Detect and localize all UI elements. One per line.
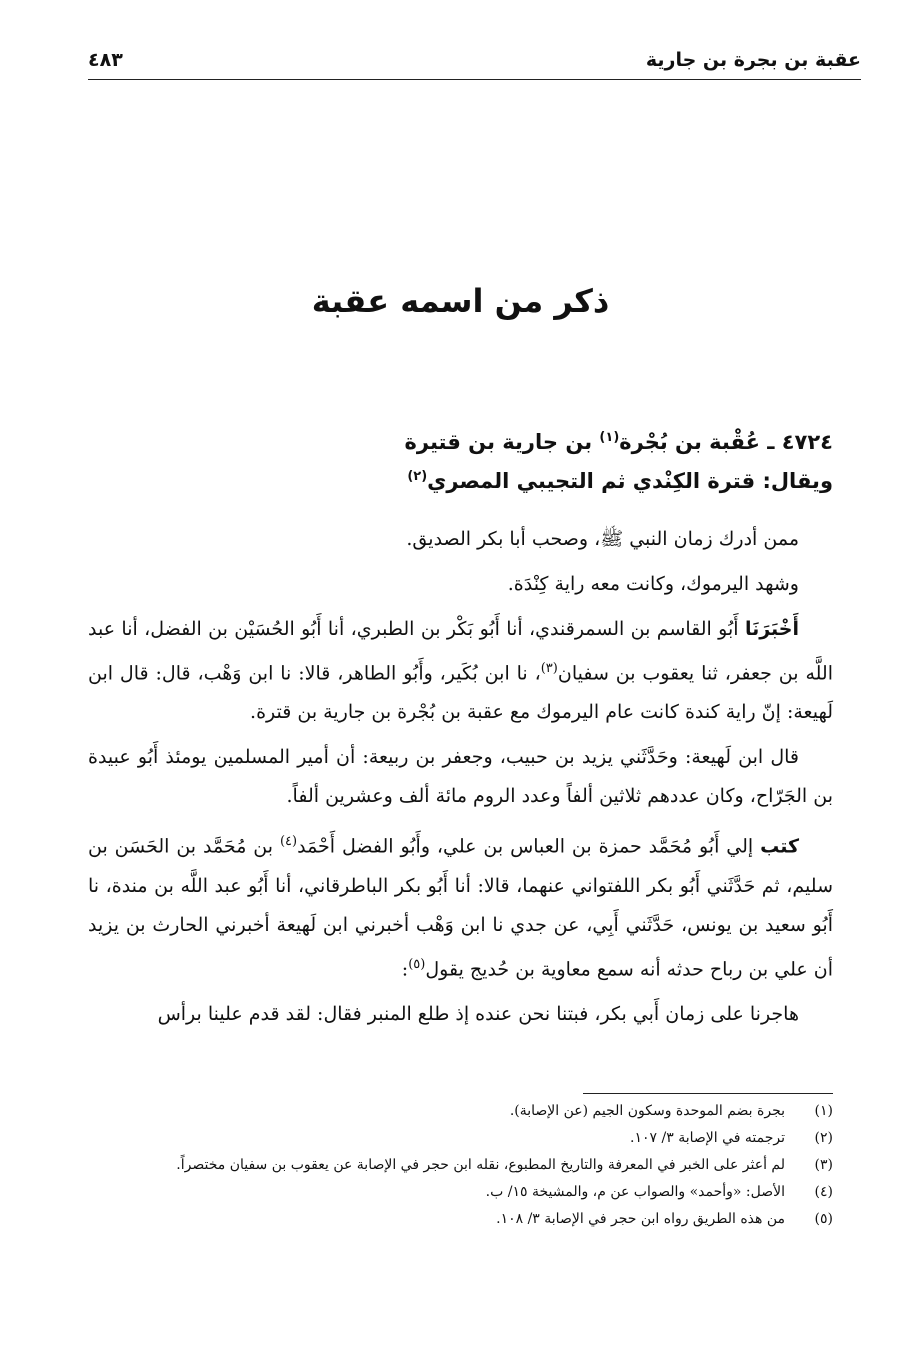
footnote-text: لم أعثر على الخبر في المعرفة والتاريخ المطبوع، نقله ابن حجر في الإصابة عن يعقوب بن سفيان مختصراً. [176,1157,785,1173]
footnote-ref-5: (٥) [408,956,426,972]
footnote-text: من هذه الطريق رواه ابن حجر في الإصابة ٣/ ١٠٨. [496,1211,785,1227]
running-title: عقبة بن بجرة بن جارية [645,49,861,71]
paragraph-3-text-a: أَبُو القاسم بن السمرقندي، أنا أَبُو بَكْر بن الطبري، أنا أَبُو الحُسَيْن بن الفضل، أنا عبد اللَّه بن جعفر، ثنا يعقوب بن سفيان [88,618,833,685]
footnote-2 [88,1125,833,1152]
footnote-number: (٥) [814,1211,833,1227]
paragraph-5-lead: كتب [760,835,799,858]
footnote-number: (١) [814,1103,833,1119]
paragraph-5-text-c: : [401,957,409,980]
paragraph-2: وشهد اليرموك، وكانت معه راية كِنْدَة. [507,573,799,595]
footnote-number: (٤) [814,1184,833,1200]
footnote-rule [583,1093,833,1094]
body-text [88,520,833,1040]
paragraph-1: ممن أدرك زمان النبي ﷺ، وصحب أبا بكر الصديق. [406,528,799,550]
entry-name-cont: بن جارية بن قتيرة [404,430,600,454]
footnote-1 [88,1098,833,1125]
paragraph-6: هاجرنا على زمان أَبي بكر، فبتنا نحن عنده إذ طلع المنبر فقال: لقد قدم علينا برأس [157,1002,799,1025]
entry-name: ٤٧٢٤ ـ عُقْبة بن بُجْرة [619,430,833,454]
footnote-number: (٢) [814,1130,833,1146]
footnote-text: بجرة بضم الموحدة وسكون الجيم (عن الإصابة). [509,1103,785,1119]
running-header [88,42,861,78]
footnote-ref-3: (٣) [540,661,558,676]
entry-alt-name: ويقال: قترة الكِنْدي ثم التجيبي المصري [427,469,833,493]
footnote-text: الأصل: «وأحمد» والصواب عن م، والمشيخة ١٥/ ب. [485,1184,785,1200]
paragraph-3-lead: أَخْبَرَنَا [744,618,799,640]
paragraph-3-text-b: ، نا ابن بُكَير، وأَبُو الطاهر، قالا: نا ابن وَهْب، قال: قال ابن لَهيعة: إنّ راية كندة كانت عام اليرموك مع عقبة بن بُجْرة بن جارية بن قترة. [88,662,833,724]
footnote-3 [88,1152,833,1179]
section-title: ذكر من اسمه عقبة [311,282,610,320]
entry-heading-line-1 [233,420,833,460]
footnote-number: (٣) [814,1157,833,1173]
paragraph-3 [88,610,833,732]
footnotes [88,1098,833,1233]
entry-heading-line-2 [233,459,833,499]
footnote-ref-4: (٤) [279,834,298,850]
paragraph-4: قال ابن لَهيعة: وحَدَّثَني يزيد بن حبيب، وجعفر بن ربيعة: أن أمير المسلمين يومئذ أَبُو عبيدة بن الجَرّاح، وكان عددهم ثلاثين ألفاً وعدد الروم مائة ألف وعشرين ألفاً. [88,746,833,808]
page-number: ٤٨٣ [88,49,123,71]
paragraph-5-text-b: بن مُحَمَّد بن الحَسَن بن سليم، ثم حَدَّثَني أَبُو بكر اللفتواني عنهما، قالا: أنا أَبُو بكر الباطرقاني، أنا أَبُو عبد اللَّه بن مندة، نا أَبُو سعيد بن يونس، حَدَّثَني أَبِي، عن جدي نا ابن وَهْب أخبرني ابن لَهيعة أخبرني الحارث بن يزيد أن علي بن رباح حدثه أنه سمع معاوية بن حُديج يقول [88,835,833,980]
paragraph-5 [88,822,833,989]
footnote-text: ترجمته في الإصابة ٣/ ١٠٧. [630,1130,785,1146]
paragraph-5-text-a: إلي أَبُو مُحَمَّد حمزة بن العباس بن علي، وأَبُو الفضل أَحْمَد [297,835,761,858]
footnote-4 [88,1179,833,1206]
footnote-ref-2: (٢) [407,469,428,484]
footnote-5 [88,1206,833,1233]
header-rule [88,79,861,80]
footnote-ref-1: (١) [599,430,620,445]
